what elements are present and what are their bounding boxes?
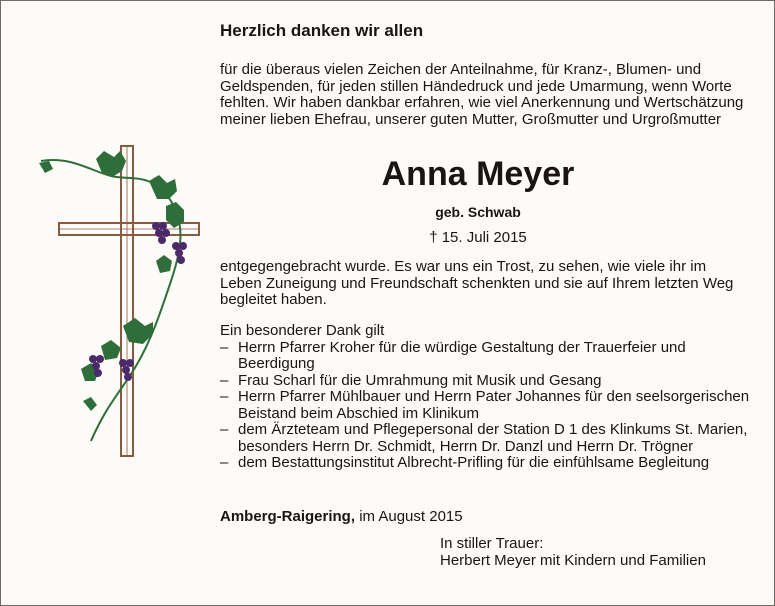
thanks-list	[220, 340, 750, 472]
born-name: geb. Schwab	[435, 204, 521, 220]
thanks-intro: Ein besonderer Dank gilt	[220, 322, 385, 339]
deceased-name: Anna Meyer	[381, 155, 575, 193]
date: im August 2015	[359, 508, 463, 525]
heading: Herzlich danken wir allen	[220, 21, 424, 40]
intro-paragraph: für die überaus vielen Zeichen der Anteilnahme, für Kranz-, Blumen- und Geldspenden, für jeden stillen Händedruck und jede Umarmung, wenn Worte fehlten. Wir haben dankbar erfahren, wie viel Anerkennung und Wertschätzung meiner lieben Ehefrau, unserer guten Mutter, Großmutter und Urgroßmutter	[220, 61, 744, 128]
list-item: – Herrn Pfarrer Mühlbauer und Herrn Pater Johannes für den seelsorgerischen Beistand beim Abschied im Klinikum	[220, 388, 750, 422]
list-item: – dem Ärzteteam und Pflegepersonal der Station D 1 des Klinkums St. Marien, besonders Herrn Dr. Schmidt, Herrn Dr. Danzl und Herrn Dr. Trögner	[220, 421, 748, 455]
signoff	[440, 535, 706, 569]
cross-with-vine-icon	[31, 141, 211, 461]
after-paragraph: entgegengebracht wurde. Es war uns ein Trost, zu sehen, wie viele ihr im Leben Zuneigung und Freundschaft schenkten und sie auf Ihrem letzten Weg begleitet haben.	[220, 258, 734, 308]
list-item: – dem Bestattungsinstitut Albrecht-Prifling für die einfühlsame Begleitung	[220, 454, 710, 471]
place: Amberg-Raigering,	[220, 508, 356, 525]
signoff-line2: Herbert Meyer mit Kindern und Familien	[440, 552, 706, 569]
list-item: – Herrn Pfarrer Kroher für die würdige Gestaltung der Trauerfeier und Beerdigung	[220, 338, 686, 372]
list-item: – Frau Scharl für die Umrahmung mit Musik und Gesang	[220, 371, 602, 389]
death-date: † 15. Juli 2015	[429, 229, 527, 246]
thanks-section	[220, 323, 750, 472]
signoff-line1: In stiller Trauer:	[440, 535, 544, 552]
place-date	[220, 509, 750, 526]
